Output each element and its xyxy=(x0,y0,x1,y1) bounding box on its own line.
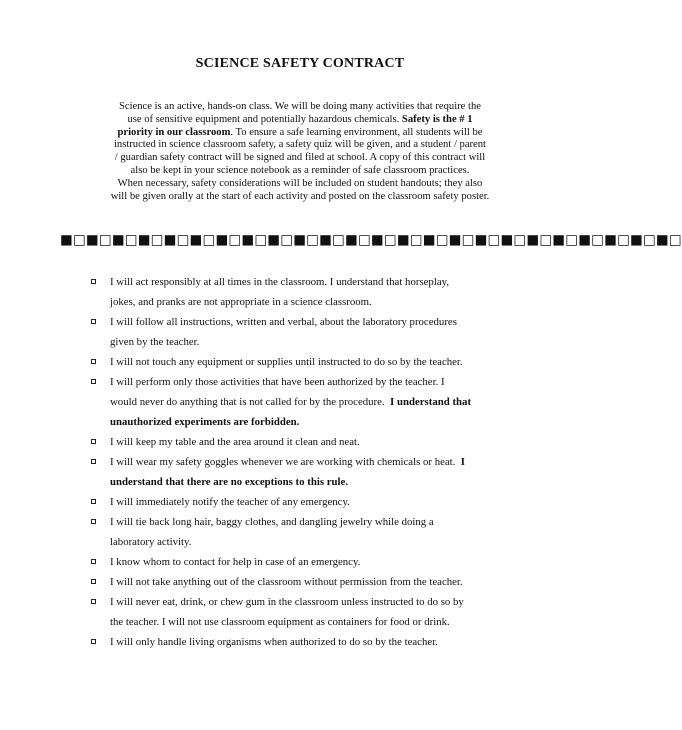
rule-line: I will not touch any equipment or supplies until instructed to do so by the teacher. xyxy=(110,356,463,368)
rule-line: given by the teacher. xyxy=(110,336,200,348)
rule-line xyxy=(110,412,538,432)
rule-line: I know whom to contact for help in case of an emergency. xyxy=(110,556,361,568)
intro-paragraph xyxy=(72,101,528,203)
rule-line: I will tie back long hair, baggy clothes, and dangling jewelry while doing a xyxy=(110,516,434,528)
checkbox-bullet-icon xyxy=(91,559,96,564)
intro-line xyxy=(72,114,528,127)
rule-line: I will perform only those activities that have been authorized by the teacher. I xyxy=(110,376,445,388)
rule-item xyxy=(88,452,538,492)
rule-item xyxy=(88,512,538,552)
rule-line: I will not take anything out of the classroom without permission from the teacher. xyxy=(110,576,463,588)
rule-emphasis: I xyxy=(460,456,465,468)
checkbox-bullet-icon xyxy=(91,379,96,384)
intro-line: instructed in science classroom safety, a safety quiz will be given, and a student / parent xyxy=(113,139,487,151)
rule-line: I will follow all instructions, written and verbal, about the laboratory procedures xyxy=(110,316,457,328)
rule-line: laboratory activity. xyxy=(110,536,192,548)
checkbox-bullet-icon xyxy=(91,459,96,464)
rule-item xyxy=(88,492,538,512)
intro-line: When necessary, safety considerations will be included on student handouts; they also xyxy=(117,177,483,189)
decorative-divider: ■□■□■□■□■□■□■□■□■□■□■□■□■□■□■□■□■□■□■□■□■□■□■□■□ xyxy=(60,232,682,248)
rule-line: the teacher. I will not use classroom equipment as containers for food or drink. xyxy=(110,616,450,628)
intro-line: Science is an active, hands-on class. We will be doing many activities that require the xyxy=(119,101,481,112)
rule-emphasis: understand that there are no exceptions to this rule. xyxy=(110,476,349,488)
rules-list xyxy=(88,272,538,652)
rule-line: jokes, and pranks are not appropriate in a science classroom. xyxy=(110,296,372,308)
rule-line: I will only handle living organisms when authorized to do so by the teacher. xyxy=(110,636,438,648)
checkbox-bullet-icon xyxy=(91,519,96,524)
checkbox-bullet-icon xyxy=(91,319,96,324)
intro-line: also be kept in your science notebook as a reminder of safe classroom practices. xyxy=(130,164,470,176)
intro-emphasis: Safety is the # 1 xyxy=(401,113,473,125)
rule-line: I will keep my table and the area around it clean and neat. xyxy=(110,436,360,448)
checkbox-bullet-icon xyxy=(91,579,96,584)
document-title: SCIENCE SAFETY CONTRACT xyxy=(195,56,405,71)
rule-line xyxy=(110,472,538,492)
rule-item xyxy=(88,572,538,592)
intro-line: / guardian safety contract will be signed and filed at school. A copy of this contract will xyxy=(114,152,486,164)
rule-item xyxy=(88,312,538,352)
checkbox-bullet-icon xyxy=(91,499,96,504)
checkbox-bullet-icon xyxy=(91,359,96,364)
checkbox-bullet-icon xyxy=(91,439,96,444)
rule-item xyxy=(88,632,538,652)
rule-text: I will wear my safety goggles whenever we are working with chemicals or heat. xyxy=(110,456,456,468)
rule-line xyxy=(110,452,538,472)
intro-text: use of sensitive equipment and potentially hazardous chemicals. xyxy=(127,113,402,125)
checkbox-bullet-icon xyxy=(91,639,96,644)
rule-item xyxy=(88,352,538,372)
intro-emphasis: priority in our classroom xyxy=(117,126,231,138)
checkbox-bullet-icon xyxy=(91,599,96,604)
rule-emphasis: I understand that xyxy=(390,396,472,408)
rule-item xyxy=(88,592,538,632)
rule-item xyxy=(88,372,538,432)
rule-item xyxy=(88,272,538,312)
rule-item xyxy=(88,552,538,572)
rule-line: I will never eat, drink, or chew gum in the classroom unless instructed to do so by xyxy=(110,596,464,608)
rule-line xyxy=(110,392,538,412)
intro-line: will be given orally at the start of each activity and posted on the classroom safety poster. xyxy=(110,190,490,202)
rule-emphasis: unauthorized experiments are forbidden. xyxy=(110,416,300,428)
rule-text: would never do anything that is not called for by the procedure. xyxy=(110,396,385,408)
rule-line: I will immediately notify the teacher of any emergency. xyxy=(110,496,350,508)
intro-text: . To ensure a safe learning environment, all students will be xyxy=(230,126,483,138)
rule-item xyxy=(88,432,538,452)
checkbox-bullet-icon xyxy=(91,279,96,284)
intro-line xyxy=(72,127,528,140)
rule-line: I will act responsibly at all times in the classroom. I understand that horseplay, xyxy=(110,276,450,288)
